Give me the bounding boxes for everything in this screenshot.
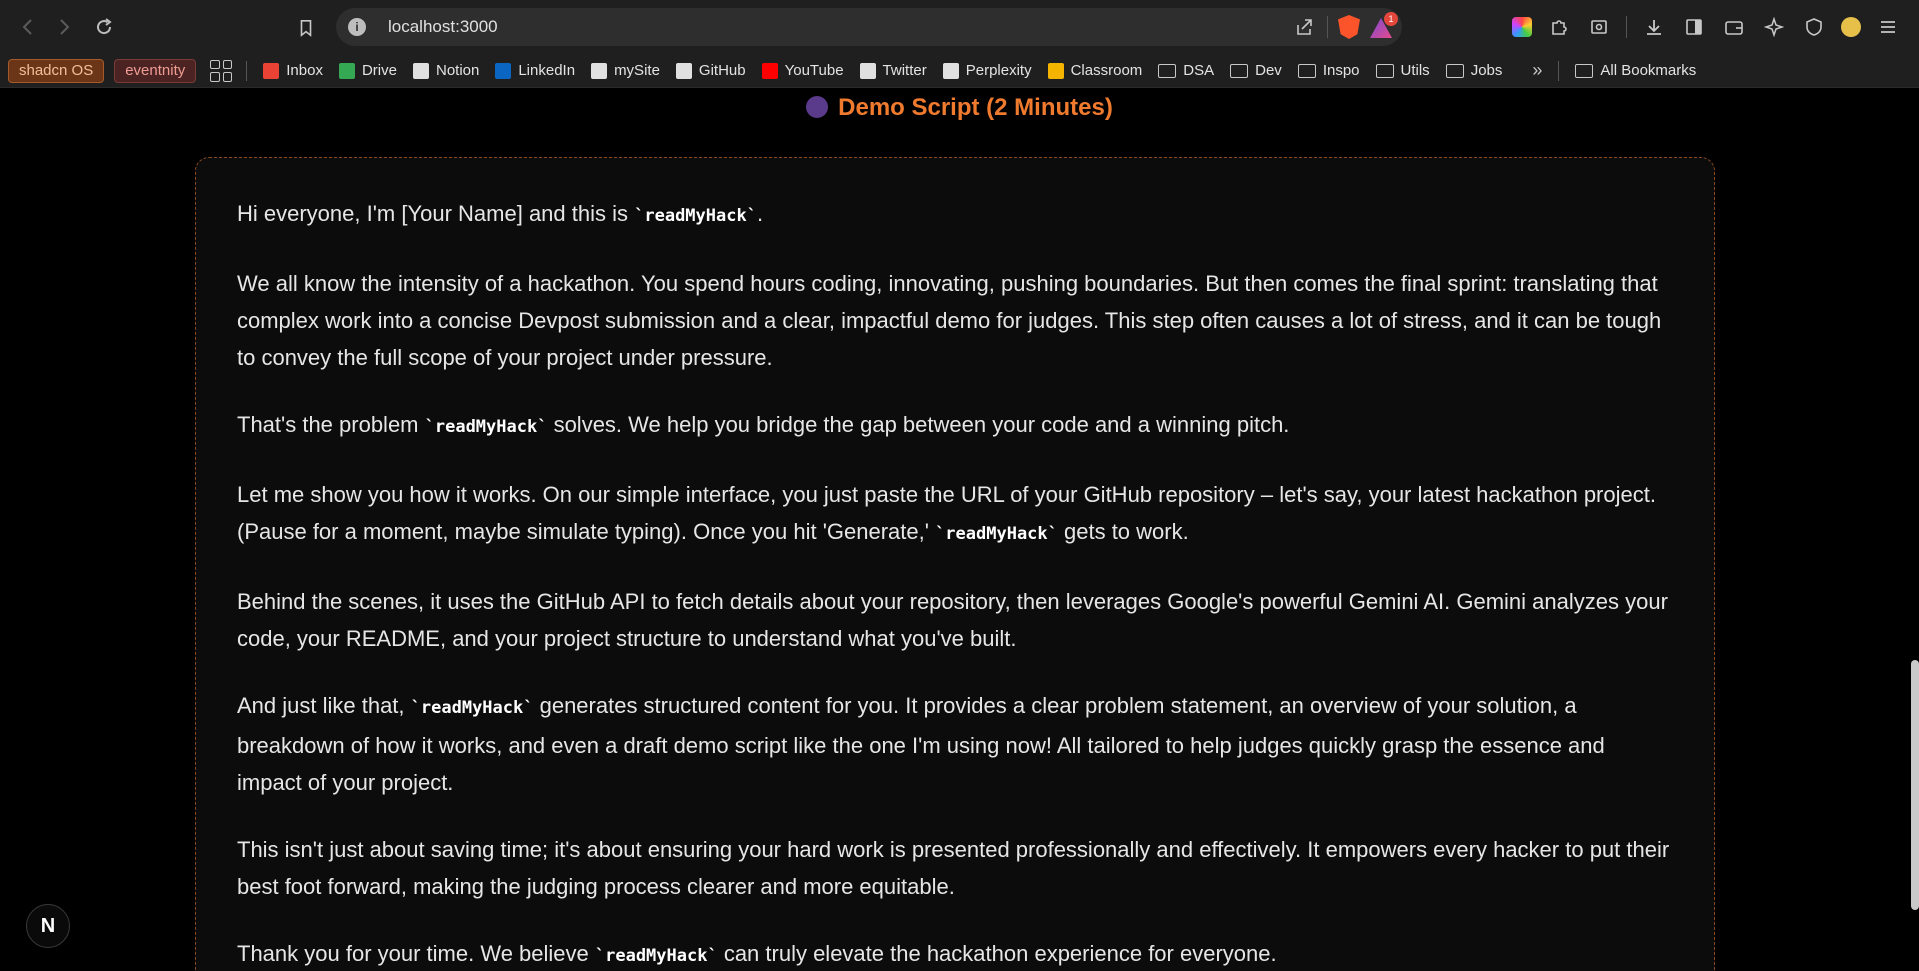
bookmark-items — [247, 57, 1142, 85]
paragraph-text: And just like that, — [237, 693, 411, 718]
url-text[interactable]: localhost:3000 — [388, 17, 498, 36]
folder-icon — [1446, 64, 1464, 78]
paragraph-text: generates structured content for you. It provides a clear problem statement, an overview of your solution, a breakdown of how it works, and even a draft demo script like the one I'm using now! All tailored to help judges quickly grasp the essence and impact of your project. — [237, 693, 1605, 795]
script-paragraph — [237, 265, 1674, 376]
bookmark-folder-label: Utils — [1400, 62, 1430, 79]
bookmark-classroom[interactable] — [1048, 57, 1143, 85]
menu-button[interactable] — [1875, 14, 1901, 40]
wallet-button[interactable] — [1721, 14, 1747, 40]
notion-icon — [413, 63, 429, 79]
bookmark-label: Perplexity — [965, 62, 1032, 79]
paragraph-text: . — [756, 201, 764, 226]
sparkle-icon — [1764, 17, 1784, 37]
reload-icon — [94, 17, 114, 37]
bookmark-label: GitHub — [698, 62, 746, 79]
bookmark-perplexity[interactable] — [943, 57, 1032, 85]
bookmark-label: YouTube — [784, 62, 844, 79]
apps-grid-icon[interactable] — [210, 60, 232, 82]
paragraph-text: That's the problem — [237, 412, 425, 437]
demo-script-title: Demo Script (2 Minutes) — [838, 94, 1113, 121]
folder-icon — [1230, 64, 1248, 78]
page-scrollbar[interactable] — [1911, 660, 1919, 910]
brave-rewards-button[interactable] — [1370, 15, 1394, 39]
paragraph-text: This isn't just about saving time; it's about ensuring your hard work is presented professionally and effectively. It empowers every hacker to put their best foot forward, making the judging process clearer and more equitable. — [237, 837, 1670, 899]
script-paragraph — [237, 195, 1674, 235]
bookmark-label: mySite — [614, 62, 660, 79]
bookmark-folder-dev[interactable] — [1230, 57, 1282, 85]
forward-button[interactable] — [46, 9, 82, 45]
all-bookmarks-folder[interactable] — [1575, 57, 1696, 85]
bookmark-folder-label: Inspo — [1322, 62, 1360, 79]
hamburger-menu-icon — [1878, 17, 1898, 37]
address-bar[interactable] — [336, 8, 1402, 46]
bookmark-notion[interactable] — [413, 57, 479, 85]
inline-code-readmyhack: `readMyHack` — [634, 206, 757, 226]
demo-script-box — [195, 157, 1715, 971]
bookmark-youtube[interactable] — [762, 57, 844, 85]
media-button[interactable] — [1586, 14, 1612, 40]
paragraph-text: Hi everyone, I'm [Your Name] and this is — [237, 201, 635, 226]
chevron-left-icon — [18, 17, 38, 37]
nextjs-dev-indicator[interactable]: N — [26, 904, 70, 948]
paragraph-text: gets to work. — [1057, 519, 1189, 544]
speaking-head-icon — [806, 96, 828, 118]
bookmark-eventnity[interactable]: eventnity — [114, 59, 196, 83]
github-icon — [676, 63, 692, 79]
bookmark-label: Drive — [361, 62, 397, 79]
downloads-button[interactable] — [1641, 14, 1667, 40]
paragraph-text: can truly elevate the hackathon experience for everyone. — [717, 941, 1277, 966]
bookmark-label: Inbox — [286, 62, 323, 79]
bookmark-label: Twitter — [882, 62, 927, 79]
folder-icon — [1575, 64, 1593, 78]
demo-script-heading — [0, 94, 1919, 122]
bookmark-label: Classroom — [1070, 62, 1143, 79]
bookmark-folders — [1142, 57, 1502, 85]
chevron-right-icon — [54, 17, 74, 37]
bookmark-inbox[interactable] — [263, 57, 323, 85]
wallet-icon — [1724, 17, 1744, 37]
shield-icon — [1804, 17, 1824, 37]
bookmark-label: Notion — [435, 62, 480, 79]
vpn-button[interactable] — [1801, 14, 1827, 40]
bookmark-linkedin[interactable] — [495, 57, 575, 85]
bookmark-label: LinkedIn — [518, 62, 576, 79]
more-bookmarks-chevron-icon[interactable]: » — [1532, 60, 1543, 80]
classroom-icon — [1048, 63, 1064, 79]
profile-avatar[interactable] — [1841, 17, 1861, 37]
extensions-area — [1512, 10, 1919, 44]
bookmark-mysite[interactable] — [591, 57, 660, 85]
bookmark-folder-inspo[interactable] — [1298, 57, 1360, 85]
youtube-icon — [762, 63, 778, 79]
site-info-icon[interactable]: i — [348, 18, 366, 36]
inline-code-readmyhack: `readMyHack` — [410, 698, 534, 718]
bookmark-folder-utils[interactable] — [1376, 57, 1430, 85]
script-paragraph — [237, 476, 1674, 553]
bookmark-folder-jobs[interactable] — [1446, 57, 1503, 85]
reload-button[interactable] — [86, 9, 122, 45]
perplexity-icon — [943, 63, 959, 79]
inline-code-readmyhack: `readMyHack` — [424, 417, 548, 437]
brave-shields-icon[interactable] — [1338, 15, 1360, 39]
inline-code-readmyhack: `readMyHack` — [594, 946, 718, 966]
bookmark-page-button[interactable] — [290, 12, 322, 44]
script-paragraph — [237, 935, 1674, 971]
puzzle-icon — [1549, 17, 1569, 37]
page-content — [0, 88, 1919, 971]
bookmark-github[interactable] — [676, 57, 746, 85]
paragraph-text: Let me show you how it works. On our simple interface, you just paste the URL of your GitHub repository – let's say, your latest hackathon project. (Pause for a moment, maybe simulate typing). Once you hit 'Generate,' — [237, 482, 1656, 544]
bookmark-folder-label: Dev — [1255, 62, 1282, 79]
color-picker-extension-icon[interactable] — [1512, 17, 1532, 37]
mysite-icon — [591, 63, 607, 79]
rewards-count-badge: 1 — [1384, 12, 1398, 26]
back-button[interactable] — [10, 9, 46, 45]
script-paragraph — [237, 831, 1674, 905]
download-icon — [1644, 17, 1664, 37]
paragraph-text: Behind the scenes, it uses the GitHub API to fetch details about your repository, then leverages Google's powerful Gemini AI. Gemini analyzes your code, your README, and your project structure to understand what you've built. — [237, 589, 1668, 651]
divider — [1558, 61, 1559, 81]
bookmark-folder-label: Jobs — [1470, 62, 1503, 79]
bookmark-shadcn-os[interactable]: shadcn OS — [8, 59, 104, 83]
folder-icon — [1298, 64, 1316, 78]
divider — [1327, 16, 1328, 38]
bookmark-folder-label: DSA — [1183, 62, 1215, 79]
linkedin-icon — [495, 63, 511, 79]
script-paragraph — [237, 583, 1674, 657]
drive-icon — [339, 63, 355, 79]
bookmark-drive[interactable] — [339, 57, 397, 85]
script-paragraph — [237, 687, 1674, 801]
bookmark-folder-dsa[interactable] — [1158, 57, 1214, 85]
paragraph-text: We all know the intensity of a hackathon. You spend hours coding, innovating, pushing boundaries. But then comes the final sprint: translating that complex work into a concise Devpost submission and a clear, impactful demo for judges. This step often causes a lot of stress, and it can be tough to convey the full scope of your project under pressure. — [237, 271, 1662, 370]
folder-icon — [1376, 64, 1394, 78]
paragraph-text: solves. We help you bridge the gap between your code and a winning pitch. — [547, 412, 1290, 437]
sidebar-icon — [1684, 17, 1704, 37]
sidebar-button[interactable] — [1681, 14, 1707, 40]
divider — [1626, 16, 1627, 38]
media-icon — [1589, 17, 1609, 37]
script-paragraph — [237, 406, 1674, 446]
share-icon — [1294, 17, 1314, 37]
share-button[interactable] — [1291, 14, 1317, 40]
bookmark-twitter[interactable] — [860, 57, 927, 85]
all-bookmarks-label: All Bookmarks — [1600, 62, 1697, 79]
inline-code-readmyhack: `readMyHack` — [935, 524, 1058, 544]
extensions-button[interactable] — [1546, 14, 1572, 40]
folder-icon — [1158, 64, 1176, 78]
gmail-icon — [263, 63, 279, 79]
bookmark-icon — [297, 18, 315, 38]
paragraph-text: Thank you for your time. We believe — [237, 941, 595, 966]
bookmarks-bar — [0, 54, 1919, 88]
leo-ai-button[interactable] — [1761, 14, 1787, 40]
x-icon — [860, 63, 876, 79]
